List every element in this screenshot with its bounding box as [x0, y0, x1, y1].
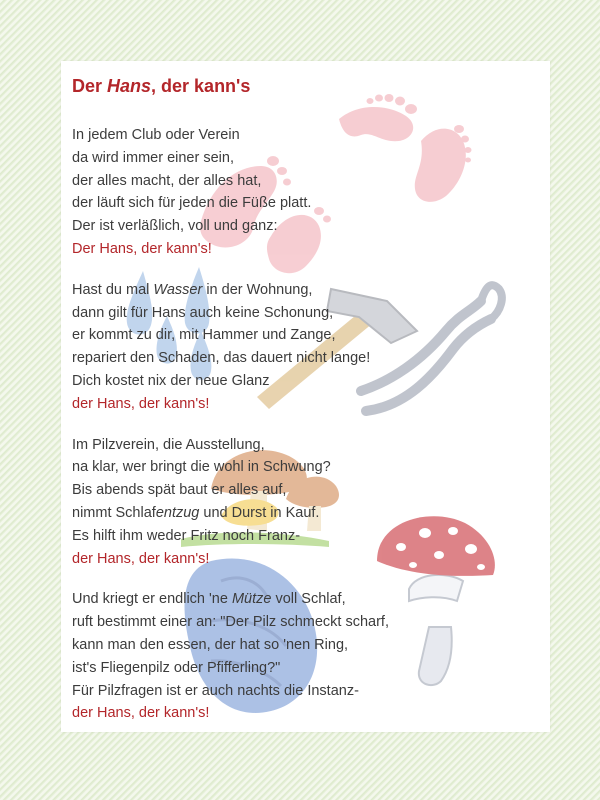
poem-line: Dich kostet nix der neue Glanz: [72, 372, 270, 389]
refrain-line: der Hans, der kann's!: [72, 395, 210, 412]
poem-line: der läuft sich für jeden die Füße platt.: [72, 195, 312, 212]
poem-title: Der Hans, der kann's: [72, 76, 251, 96]
poem-line: der alles macht, der alles hat,: [72, 172, 262, 189]
refrain-line: der Hans, der kann's!: [72, 550, 210, 567]
poem-line: Im Pilzverein, die Ausstellung,: [72, 436, 265, 453]
poem-content: [72, 74, 542, 743]
stanza: [72, 588, 542, 725]
poem-line: na klar, wer bringt die wohl in Schwung?: [72, 459, 331, 476]
poem-line: er kommt zu dir, mit Hammer und Zange,: [72, 327, 336, 344]
poem-line: Für Pilzfragen ist er auch nachts die Instanz-: [72, 682, 359, 699]
poem-line: da wird immer einer sein,: [72, 149, 234, 166]
stanza: [72, 279, 542, 416]
refrain-line: der Hans, der kann's!: [72, 705, 210, 722]
poem-line: Es hilft ihm weder Fritz noch Franz-: [72, 527, 301, 544]
poem-line: repariert den Schaden, das dauert nicht lange!: [72, 350, 371, 367]
refrain-line: Der Hans, der kann's!: [72, 240, 212, 257]
poem-line: kann man den essen, der hat so 'nen Ring,: [72, 636, 349, 653]
stanza: [72, 434, 542, 571]
poem-line: ruft bestimmt einer an: "Der Pilz schmeckt scharf,: [72, 614, 389, 631]
poem-line: Der ist verläßlich, voll und ganz:: [72, 218, 278, 235]
poem-line: Und kriegt er endlich 'ne Mütze voll Schlaf,: [72, 591, 346, 608]
stanza: [72, 124, 542, 261]
poem-line: Bis abends spät baut er alles auf,: [72, 482, 287, 499]
poem-line: nimmt Schlafentzug und Durst in Kauf.: [72, 504, 320, 521]
poem-line: In jedem Club oder Verein: [72, 127, 240, 143]
poem-page: [61, 61, 550, 732]
poem-line: ist's Fliegenpilz oder Pfifferling?": [72, 659, 281, 676]
poem-line: Hast du mal Wasser in der Wohnung,: [72, 281, 313, 298]
poem-line: dann gilt für Hans auch keine Schonung,: [72, 304, 334, 321]
